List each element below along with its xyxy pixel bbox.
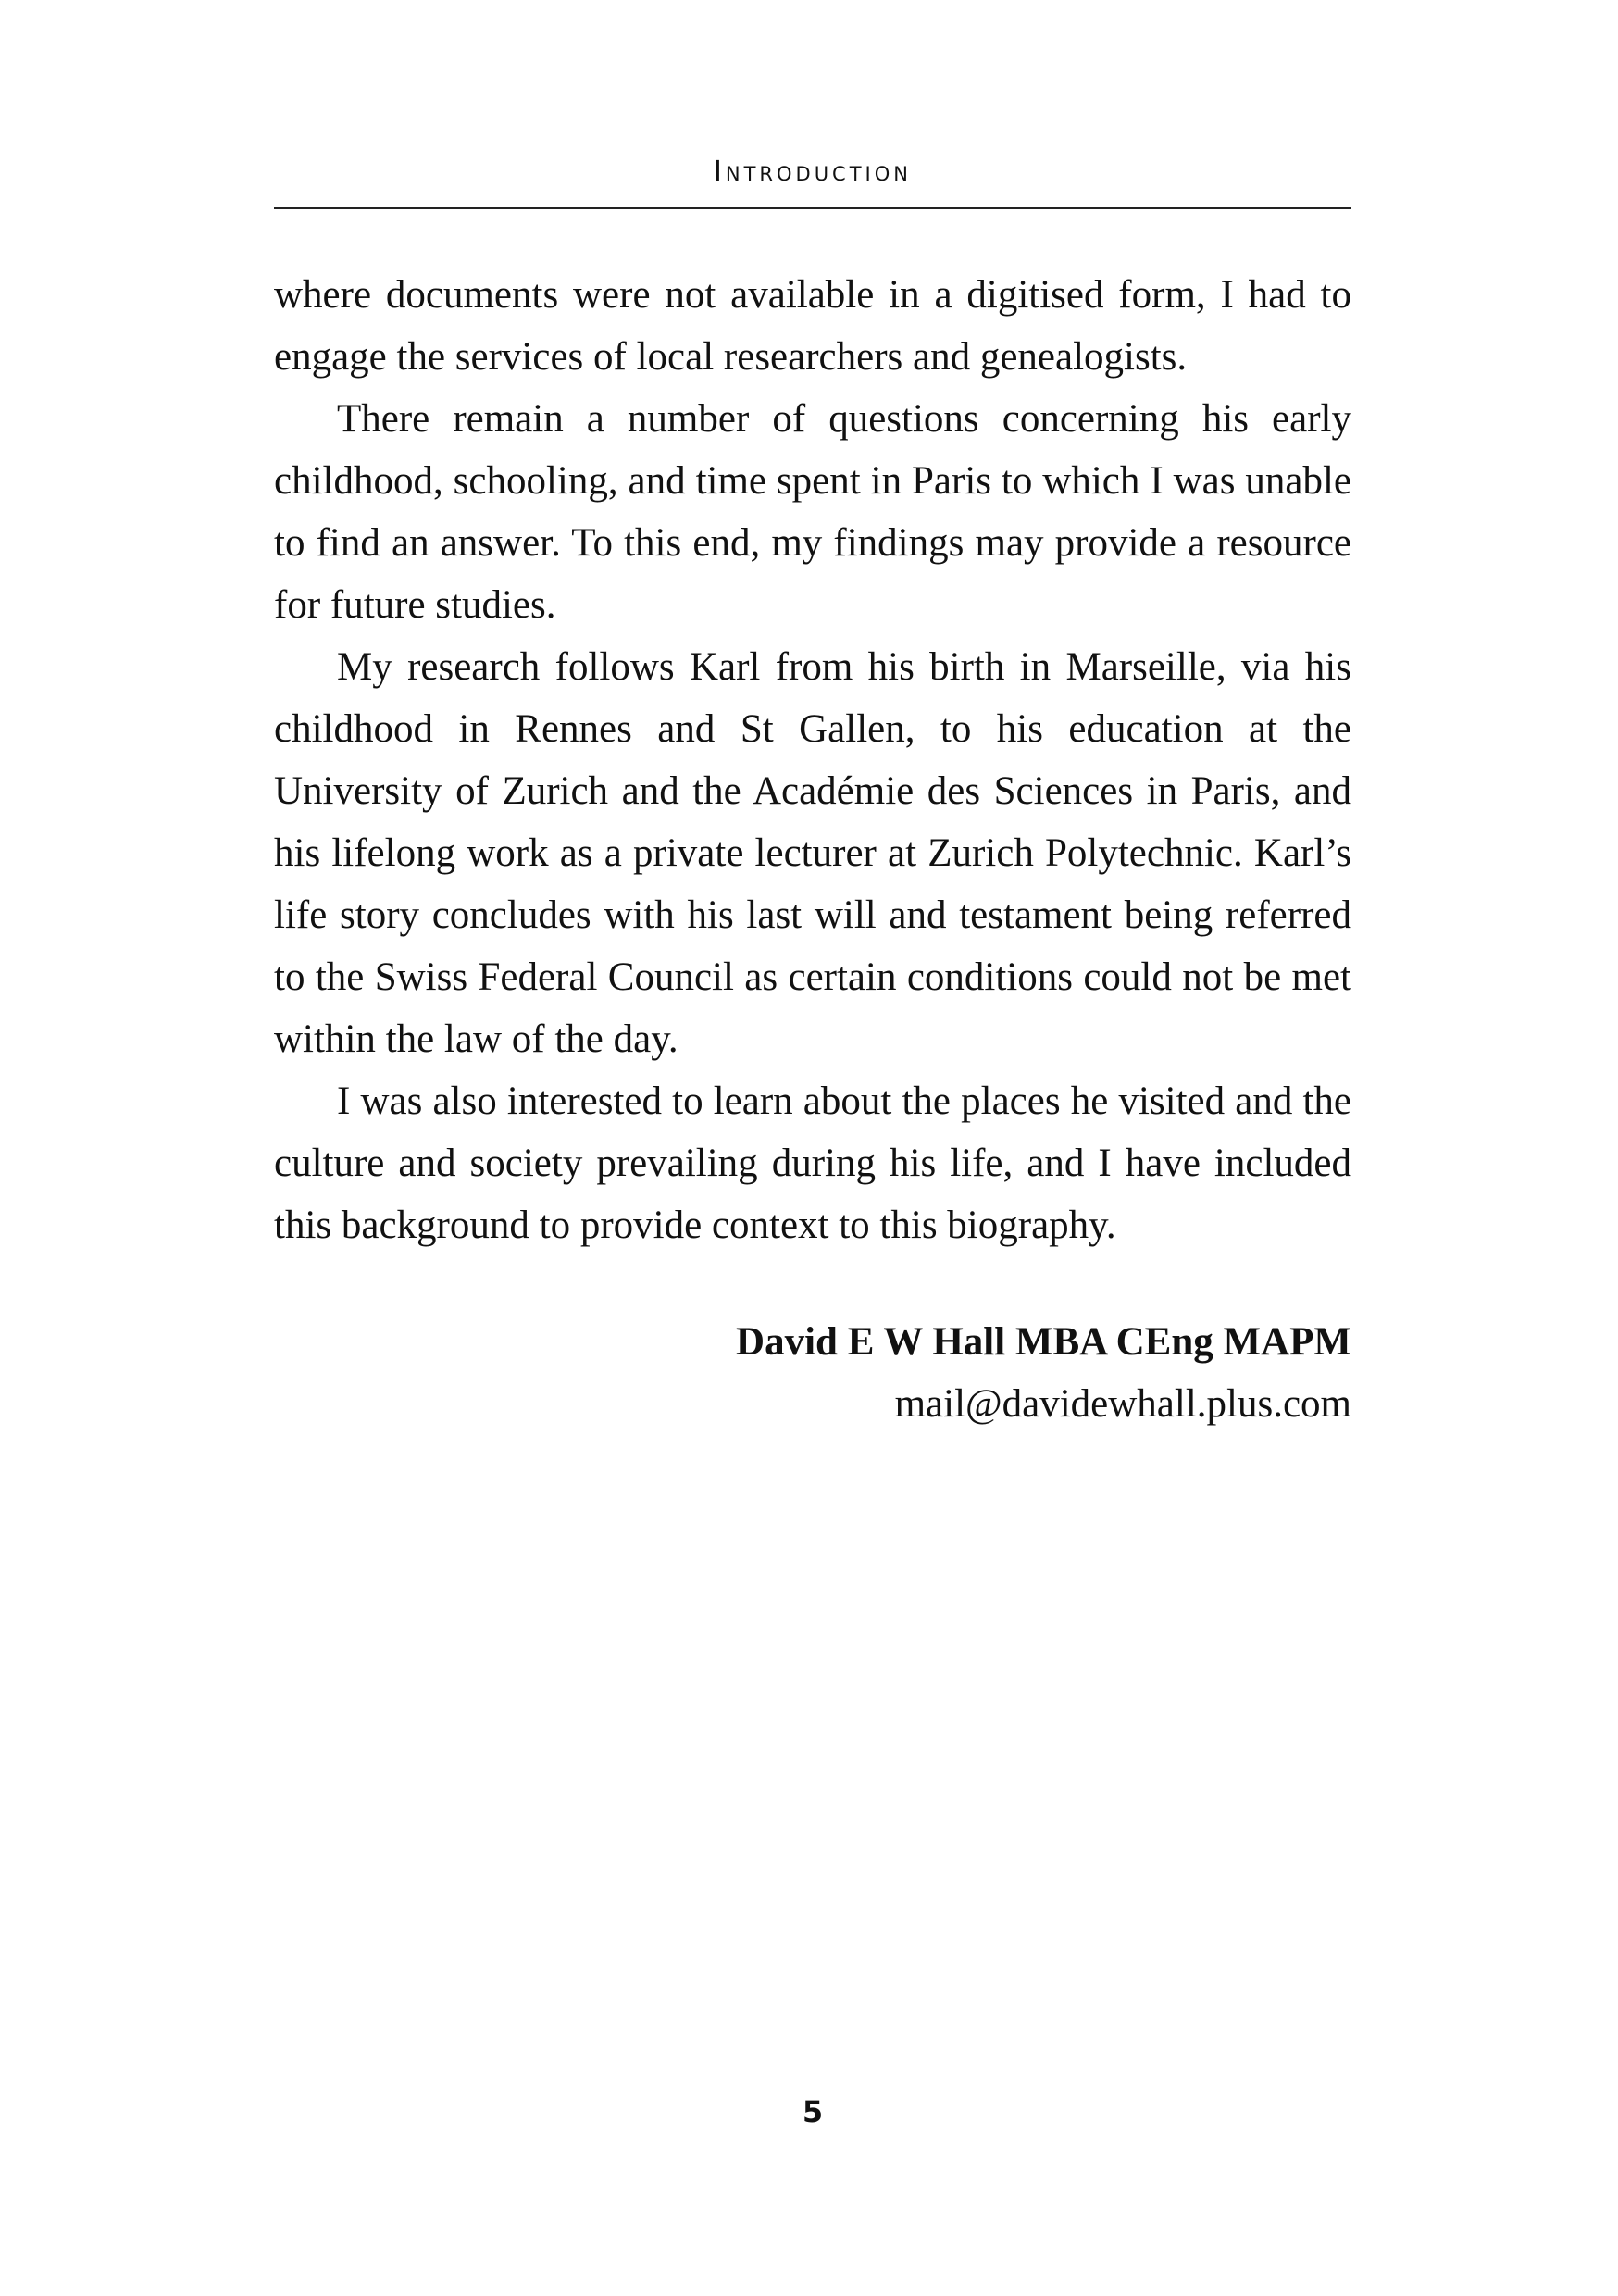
author-name: David E W Hall MBA CEng MAPM <box>736 1320 1351 1364</box>
author-email: mail@davidewhall.plus.com <box>894 1382 1351 1426</box>
paragraph: where documents were not available in a digitised form, I had to engage the services of local researchers and genealogists. <box>274 273 1351 379</box>
paragraph: My research follows Karl from his birth in Marseille, via his childhood in Rennes and St Gallen, to his education at the University of Zurich and the Académie des Sciences in Paris, and his lifelong work as a private lecturer at Zurich Polytechnic. Karl’s life story concludes with his last will and testament being referred to the Swiss Federal Council as certain conditions could not be met within the law of the day. <box>274 645 1351 1061</box>
header-rule <box>274 207 1351 209</box>
paragraph: I was also interested to learn about the places he visited and the culture and society prevailing during his life, and I have included this background to provide context to this biography. <box>274 1079 1351 1247</box>
body-text <box>274 264 1351 1256</box>
running-head: Introduction <box>714 156 912 188</box>
page-number: 5 <box>802 2094 824 2129</box>
paragraph: There remain a number of questions concerning his early childhood, schooling, and time spent in Paris to which I was unable to find an answer. To this end, my findings may provide a resource for future studies. <box>274 397 1351 627</box>
